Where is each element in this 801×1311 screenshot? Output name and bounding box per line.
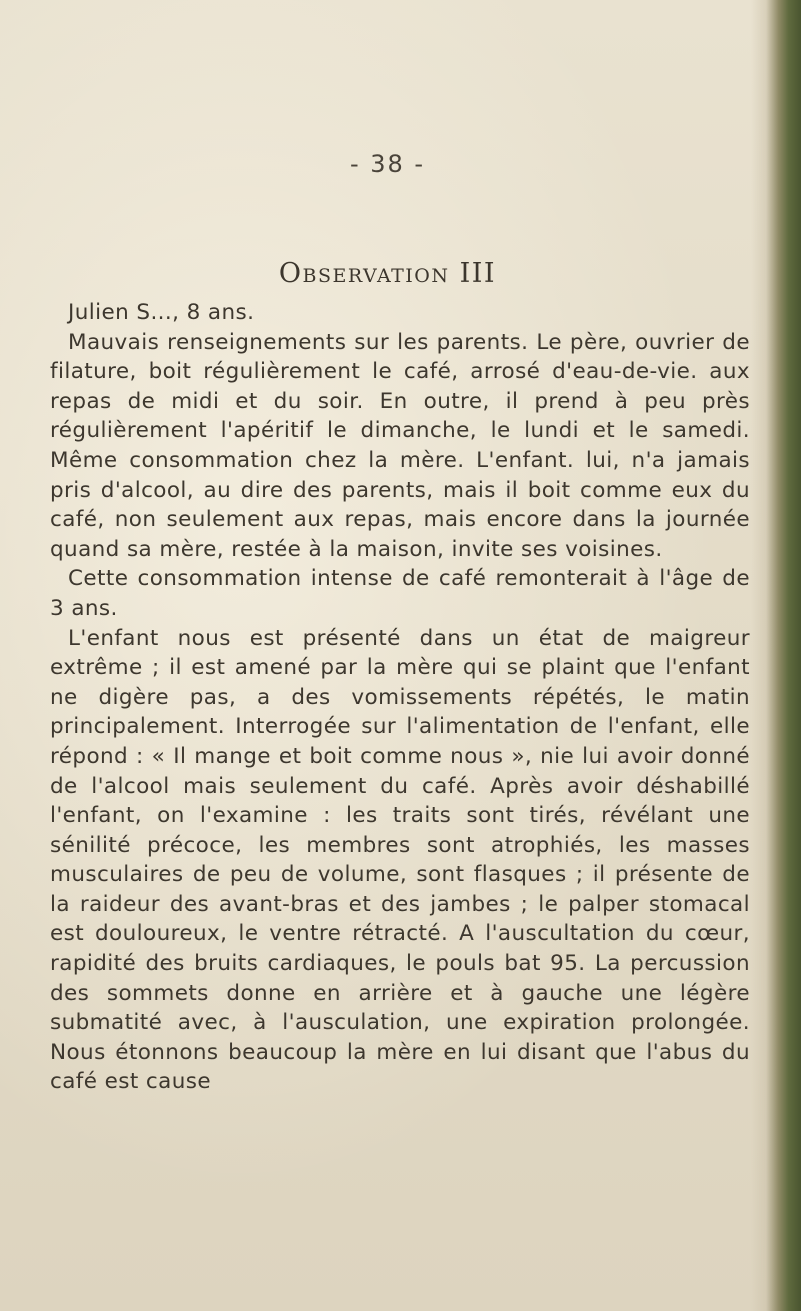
page-number: - 38 - bbox=[349, 150, 426, 178]
paragraph-coffee-onset: Cette consommation intense de café remonterait à l'âge de 3 ans. bbox=[50, 566, 750, 621]
paragraph-family-history: Mauvais renseignements sur les parents. Le père, ouvrier de filature, boit régulièrement le café, arrosé d'eau-de-vie. aux repas de midi et du soir. En outre, il prend à peu près régulièrement l'apéritif le dimanche, le lundi et le samedi. Même consommation chez la mère. L'enfant. lui, n'a jamais pris d'alcool, au dire des parents, mais il boit comme eux du café, non seulement aux repas, mais encore dans la journée quand sa mère, restée à la maison, invite ses voisines. bbox=[50, 329, 750, 562]
observation-heading: Observation III bbox=[278, 258, 497, 289]
paragraph-examination: L'enfant nous est présenté dans un état de maigreur extrême ; il est amené par la mère qui se plaint que l'enfant ne digère pas, a des vomissements répétés, le matin principalement. Interrogée sur l'alimentation de l'enfant, elle répond : « Il mange et boit comme nous », nie lui avoir donné de l'alcool mais seulement du café. Après avoir déshabillé l'enfant, on l'examine : les traits sont tirés, révélant une sénilité précoce, les membres sont atrophiés, les masses musculaires de peu de volume, sont flasques ; il présente de la raideur des avant-bras et des jambes ; le palper stomacal est douloureux, le ventre rétracté. A l'auscultation du cœur, rapidité des bruits cardiaques, le pouls bat 95. La percussion des sommets donne en arrière et à gauche une légère submatité avec, à l'ausculation, une expiration prolongée. Nous étonnons beaucoup la mère en lui disant que l'abus du café est cause bbox=[50, 625, 750, 1095]
paragraph-patient: Julien S..., 8 ans. bbox=[68, 300, 255, 325]
page-edge-shadow bbox=[751, 0, 801, 1311]
body-text bbox=[50, 298, 750, 1097]
